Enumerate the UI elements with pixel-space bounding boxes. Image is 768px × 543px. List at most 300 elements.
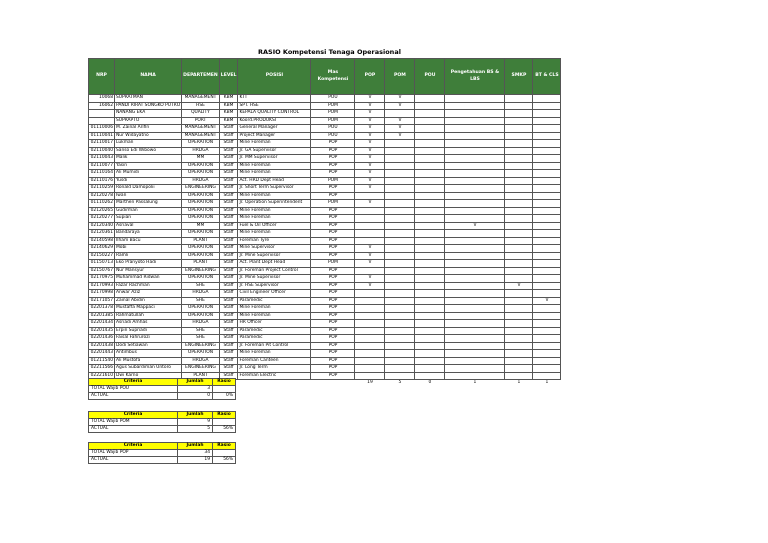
table-cell xyxy=(445,185,505,193)
table-cell: V xyxy=(355,140,385,148)
table-cell: Jr. HSE Supervisor xyxy=(238,282,311,290)
criteria-cell xyxy=(213,386,236,393)
table-cell: 02201378 xyxy=(89,305,115,313)
table-cell: V xyxy=(385,132,415,140)
table-cell: Staff xyxy=(219,275,238,283)
table-cell xyxy=(445,147,505,155)
table-cell: POP xyxy=(311,252,355,260)
table-cell xyxy=(355,207,385,215)
table-row xyxy=(89,155,561,163)
table-cell xyxy=(385,200,415,208)
table-cell: 02110017 xyxy=(89,140,115,148)
table-cell xyxy=(355,305,385,313)
table-cell xyxy=(533,290,561,298)
table-cell xyxy=(445,140,505,148)
table-cell: Staff xyxy=(219,215,238,223)
table-cell xyxy=(445,207,505,215)
table-cell xyxy=(415,335,445,343)
table-cell: Paramedic xyxy=(238,335,311,343)
summary-cell: 19 xyxy=(367,380,373,385)
table-cell: 02140629 xyxy=(89,245,115,253)
criteria-header: Jumlah xyxy=(178,443,213,450)
table-cell: Marthen Passalung xyxy=(115,200,182,208)
table-row xyxy=(89,162,561,170)
table-cell: OPERATION xyxy=(182,245,220,253)
table-cell: Mine Foreman xyxy=(238,215,311,223)
table-cell: Ronald Damopolii xyxy=(115,185,182,193)
table-cell xyxy=(355,335,385,343)
summary-cell: 1 xyxy=(473,380,477,385)
table-cell: Staff xyxy=(219,312,238,320)
table-cell xyxy=(445,125,505,133)
criteria-table xyxy=(88,378,236,400)
table-cell: KEPALA QUALITY CONTROL xyxy=(238,110,311,118)
table-cell: 02201385 xyxy=(89,312,115,320)
table-cell: V xyxy=(445,222,505,230)
table-cell xyxy=(505,320,533,328)
table-cell xyxy=(505,312,533,320)
criteria-cell: TOTAL Wajib POM xyxy=(89,419,178,426)
criteria-cell: 0% xyxy=(213,393,236,400)
table-cell: Staff xyxy=(219,260,238,268)
table-cell: HSE xyxy=(182,102,220,110)
table-cell: Jr. GA Supervisor xyxy=(238,147,311,155)
table-cell xyxy=(505,117,533,125)
criteria-cell: 5 xyxy=(178,426,213,433)
table-cell: Staff xyxy=(219,245,238,253)
table-cell: POP xyxy=(311,147,355,155)
table-cell: Mine Foreman xyxy=(238,192,311,200)
table-cell: V xyxy=(355,110,385,118)
table-cell: Staff xyxy=(219,140,238,148)
table-cell xyxy=(415,147,445,155)
table-cell xyxy=(415,170,445,178)
criteria-cell: 34 xyxy=(178,450,213,457)
table-cell: SUPRATMAN xyxy=(115,95,182,103)
column-header: NRP xyxy=(89,59,115,95)
criteria-header: Jumlah xyxy=(178,412,213,419)
table-cell: 01211540 xyxy=(89,357,115,365)
table-row xyxy=(89,267,561,275)
table-cell xyxy=(355,365,385,373)
table-cell xyxy=(505,230,533,238)
table-cell xyxy=(445,117,505,125)
table-cell xyxy=(445,252,505,260)
table-cell xyxy=(445,192,505,200)
table-row xyxy=(89,252,561,260)
table-cell xyxy=(415,207,445,215)
table-cell xyxy=(505,342,533,350)
table-cell xyxy=(415,215,445,223)
table-row xyxy=(89,275,561,283)
table-cell xyxy=(505,207,533,215)
summary-cell: 5 xyxy=(398,380,402,385)
table-row xyxy=(89,110,561,118)
table-cell xyxy=(415,297,445,305)
table-cell: V xyxy=(355,245,385,253)
table-cell: Jr. Mine Supervisor xyxy=(238,252,311,260)
summary-cell xyxy=(311,380,355,387)
table-row xyxy=(89,192,561,200)
column-header: POU xyxy=(415,59,445,95)
table-cell xyxy=(415,95,445,103)
column-header: Pengetahuan BS & LBS xyxy=(445,59,505,95)
table-row xyxy=(89,260,561,268)
table-cell: M. Zainal Arifin xyxy=(115,125,182,133)
table-cell xyxy=(355,290,385,298)
summary-cell: 1 xyxy=(545,380,549,385)
table-cell: 02150767 xyxy=(89,267,115,275)
criteria-header: Criteria xyxy=(89,412,178,419)
table-cell: Mine Foreman xyxy=(238,350,311,358)
table-cell: POP xyxy=(311,170,355,178)
table-cell: KTT xyxy=(238,95,311,103)
table-cell: OPERATION xyxy=(182,252,220,260)
table-cell: 02110077 xyxy=(89,162,115,170)
table-cell: Fuel & Oil Officer xyxy=(238,222,311,230)
table-cell: POU xyxy=(311,132,355,140)
table-cell xyxy=(533,350,561,358)
table-cell: POM xyxy=(311,102,355,110)
table-row xyxy=(89,320,561,328)
table-cell: 02221610 xyxy=(89,372,115,380)
table-cell: V xyxy=(533,297,561,305)
table-cell: POP xyxy=(311,327,355,335)
table-cell xyxy=(505,102,533,110)
criteria-cell: TOTAL Wajib POU xyxy=(89,386,178,393)
criteria-cell: 19 xyxy=(178,457,213,464)
table-cell: HRDGA xyxy=(182,357,220,365)
table-cell: Mine Supervisor xyxy=(238,245,311,253)
table-cell xyxy=(355,192,385,200)
table-cell: 02120361 xyxy=(89,230,115,238)
table-cell: ENGINEERING xyxy=(182,185,220,193)
table-cell xyxy=(533,102,561,110)
table-cell xyxy=(415,312,445,320)
table-cell: SHE xyxy=(182,335,220,343)
table-cell xyxy=(533,177,561,185)
table-cell: Staff xyxy=(219,237,238,245)
table-cell xyxy=(415,357,445,365)
table-cell xyxy=(505,125,533,133)
table-cell xyxy=(445,102,505,110)
table-cell xyxy=(415,230,445,238)
table-cell: General Manager xyxy=(238,125,311,133)
table-cell xyxy=(445,155,505,163)
table-cell: Antimbus xyxy=(115,350,182,358)
table-cell: Supian xyxy=(115,215,182,223)
table-cell: POP xyxy=(311,155,355,163)
table-cell: V xyxy=(355,132,385,140)
table-cell: Project Manager xyxy=(238,132,311,140)
criteria-header: Jumlah xyxy=(178,379,213,386)
table-cell: V xyxy=(355,275,385,283)
table-cell: Nur Mansyur xyxy=(115,267,182,275)
table-cell: Staff xyxy=(219,320,238,328)
table-cell: Paramedic xyxy=(238,327,311,335)
table-cell: V xyxy=(385,102,415,110)
table-row xyxy=(89,312,561,320)
table-cell xyxy=(505,335,533,343)
table-cell xyxy=(355,222,385,230)
table-cell: KBM xyxy=(219,102,238,110)
table-cell xyxy=(445,215,505,223)
column-header: POP xyxy=(355,59,385,95)
table-cell: POM xyxy=(311,110,355,118)
table-row xyxy=(89,237,561,245)
table-cell xyxy=(445,342,505,350)
criteria-cell xyxy=(213,419,236,426)
table-cell xyxy=(505,222,533,230)
table-cell xyxy=(533,327,561,335)
table-cell xyxy=(415,125,445,133)
table-cell: Foreman Electric xyxy=(238,372,311,380)
column-header: LEVEL xyxy=(219,59,238,95)
table-cell xyxy=(505,140,533,148)
table-cell: Dwi Karno xyxy=(115,372,182,380)
table-row xyxy=(89,95,561,103)
table-cell: POU xyxy=(311,125,355,133)
table-cell xyxy=(385,147,415,155)
table-cell xyxy=(415,245,445,253)
table-cell xyxy=(445,260,505,268)
table-cell xyxy=(533,365,561,373)
table-cell: PORT xyxy=(182,117,220,125)
table-row xyxy=(89,125,561,133)
table-row xyxy=(89,305,561,313)
table-cell: Faisal Fahrurozi xyxy=(115,335,182,343)
table-row xyxy=(89,365,561,373)
table-cell: Staff xyxy=(219,252,238,260)
table-cell xyxy=(533,140,561,148)
table-row xyxy=(89,147,561,155)
table-cell xyxy=(415,350,445,358)
criteria-cell xyxy=(213,450,236,457)
table-cell: V xyxy=(355,185,385,193)
table-cell: NANANG EKA xyxy=(115,110,182,118)
table-cell xyxy=(505,155,533,163)
table-row xyxy=(89,327,561,335)
table-cell: Ali Mumidi xyxy=(115,170,182,178)
table-cell: POP xyxy=(311,335,355,343)
column-header: DEPARTEMEN xyxy=(182,59,220,95)
table-cell xyxy=(445,132,505,140)
table-cell: POM xyxy=(311,200,355,208)
table-row xyxy=(89,222,561,230)
table-cell: SPT. HSE xyxy=(238,102,311,110)
table-cell: 02201443 xyxy=(89,350,115,358)
table-row xyxy=(89,200,561,208)
table-cell xyxy=(505,365,533,373)
table-cell: 02201435 xyxy=(89,327,115,335)
table-cell: 02201434 xyxy=(89,320,115,328)
table-cell: Fazar Rachman xyxy=(115,282,182,290)
table-cell xyxy=(89,110,115,118)
table-cell: Koord.PRODUKSI xyxy=(238,117,311,125)
table-cell: POM xyxy=(311,177,355,185)
table-cell xyxy=(533,207,561,215)
table-cell: Staff xyxy=(219,342,238,350)
table-cell xyxy=(445,95,505,103)
table-cell: V xyxy=(355,162,385,170)
table-cell: OPERATION xyxy=(182,200,220,208)
table-cell xyxy=(415,372,445,380)
table-cell: 02201438 xyxy=(89,342,115,350)
table-cell: 02150227 xyxy=(89,252,115,260)
table-cell: Mobi xyxy=(115,245,182,253)
table-row xyxy=(89,357,561,365)
table-cell: 02201436 xyxy=(89,335,115,343)
table-cell xyxy=(385,342,415,350)
table-cell xyxy=(415,320,445,328)
table-cell xyxy=(533,222,561,230)
table-cell: OPERATION xyxy=(182,312,220,320)
table-cell xyxy=(445,290,505,298)
table-cell xyxy=(445,327,505,335)
table-cell: Mustaffa Mappaci xyxy=(115,305,182,313)
table-cell xyxy=(415,237,445,245)
criteria-cell: ACTUAL xyxy=(89,426,178,433)
table-cell: PLANT xyxy=(182,372,220,380)
table-cell: Erpin Supriadi xyxy=(115,327,182,335)
table-cell: ENGINEERING xyxy=(182,342,220,350)
table-cell: Iwan xyxy=(115,192,182,200)
table-cell xyxy=(445,245,505,253)
table-cell: PLANT xyxy=(182,237,220,245)
table-cell: V xyxy=(355,252,385,260)
table-cell: Jr. Mine Supervisor xyxy=(238,275,311,283)
table-row xyxy=(89,230,561,238)
table-cell: V xyxy=(355,117,385,125)
table-cell: Dodi Setiawan xyxy=(115,342,182,350)
table-cell: MANAGEMENT xyxy=(182,132,220,140)
table-cell: Mine Foreman xyxy=(238,312,311,320)
table-cell xyxy=(445,305,505,313)
table-cell xyxy=(445,350,505,358)
table-cell: POU xyxy=(311,95,355,103)
table-cell xyxy=(533,260,561,268)
table-cell: 02110176 xyxy=(89,177,115,185)
table-cell xyxy=(385,230,415,238)
table-cell xyxy=(385,290,415,298)
table-cell: Foreman Tyre xyxy=(238,237,311,245)
table-cell xyxy=(415,192,445,200)
table-cell: KBM xyxy=(219,110,238,118)
table-cell xyxy=(533,320,561,328)
table-cell: 02120277 xyxy=(89,215,115,223)
criteria-cell: 3 xyxy=(178,386,213,393)
table-cell: Staff xyxy=(219,365,238,373)
table-cell xyxy=(355,312,385,320)
table-cell xyxy=(505,132,533,140)
table-cell xyxy=(505,192,533,200)
table-cell xyxy=(505,290,533,298)
table-cell xyxy=(415,305,445,313)
table-cell xyxy=(445,267,505,275)
table-cell xyxy=(505,110,533,118)
table-cell: OPERATION xyxy=(182,170,220,178)
table-cell: Ali Mustofa xyxy=(115,357,182,365)
table-row xyxy=(89,185,561,193)
table-cell xyxy=(415,102,445,110)
table-cell: SHE xyxy=(182,297,220,305)
table-cell xyxy=(385,357,415,365)
table-cell xyxy=(533,192,561,200)
table-row xyxy=(89,177,561,185)
table-cell: POP xyxy=(311,207,355,215)
table-cell xyxy=(415,177,445,185)
table-cell: Anwar Aziz xyxy=(115,290,182,298)
table-cell: POP xyxy=(311,297,355,305)
column-header: POM xyxy=(385,59,415,95)
table-cell: Staff xyxy=(219,185,238,193)
table-row xyxy=(89,117,561,125)
table-cell xyxy=(533,95,561,103)
table-cell: HRDGA xyxy=(182,320,220,328)
table-cell: Staff xyxy=(219,170,238,178)
table-cell xyxy=(505,275,533,283)
table-cell: POP xyxy=(311,357,355,365)
table-cell xyxy=(415,252,445,260)
table-cell: Ilham Bacu xyxy=(115,237,182,245)
table-cell: Jr. Long Term xyxy=(238,365,311,373)
column-header: BT & CLS xyxy=(533,59,561,95)
table-cell: POP xyxy=(311,275,355,283)
table-cell xyxy=(385,192,415,200)
table-cell xyxy=(445,357,505,365)
table-cell: Staff xyxy=(219,222,238,230)
table-cell: Staff xyxy=(219,230,238,238)
table-cell xyxy=(445,372,505,380)
page-title: RASIO Kompetensi Tenaga Operasional xyxy=(258,48,401,56)
table-cell: POP xyxy=(311,365,355,373)
table-cell xyxy=(533,305,561,313)
table-cell xyxy=(385,267,415,275)
table-cell xyxy=(445,365,505,373)
table-cell xyxy=(385,252,415,260)
table-cell: Muhammad Ridwan xyxy=(115,275,182,283)
table-cell xyxy=(415,260,445,268)
table-cell xyxy=(385,297,415,305)
table-cell xyxy=(385,312,415,320)
table-cell: Staff xyxy=(219,372,238,380)
table-cell: Mine Foreman xyxy=(238,305,311,313)
criteria-cell: 56% xyxy=(213,457,236,464)
table-cell xyxy=(533,132,561,140)
table-row xyxy=(89,282,561,290)
table-cell: POP xyxy=(311,305,355,313)
table-cell xyxy=(355,215,385,223)
table-cell: 01110041 xyxy=(89,132,115,140)
criteria-table xyxy=(88,442,236,464)
table-cell: POP xyxy=(311,312,355,320)
table-cell: Staff xyxy=(219,200,238,208)
table-cell xyxy=(385,222,415,230)
table-cell: Zainal Abidin xyxy=(115,297,182,305)
table-cell xyxy=(385,350,415,358)
table-cell: 01110006 xyxy=(89,125,115,133)
table-cell: OPERATION xyxy=(182,207,220,215)
table-cell xyxy=(385,335,415,343)
table-cell: 02110040 xyxy=(89,147,115,155)
table-cell: POM xyxy=(311,117,355,125)
table-cell xyxy=(533,357,561,365)
table-cell: Foreman Canteen xyxy=(238,357,311,365)
table-cell xyxy=(505,237,533,245)
table-cell xyxy=(533,342,561,350)
table-cell: POP xyxy=(311,230,355,238)
table-cell: POP xyxy=(311,372,355,380)
